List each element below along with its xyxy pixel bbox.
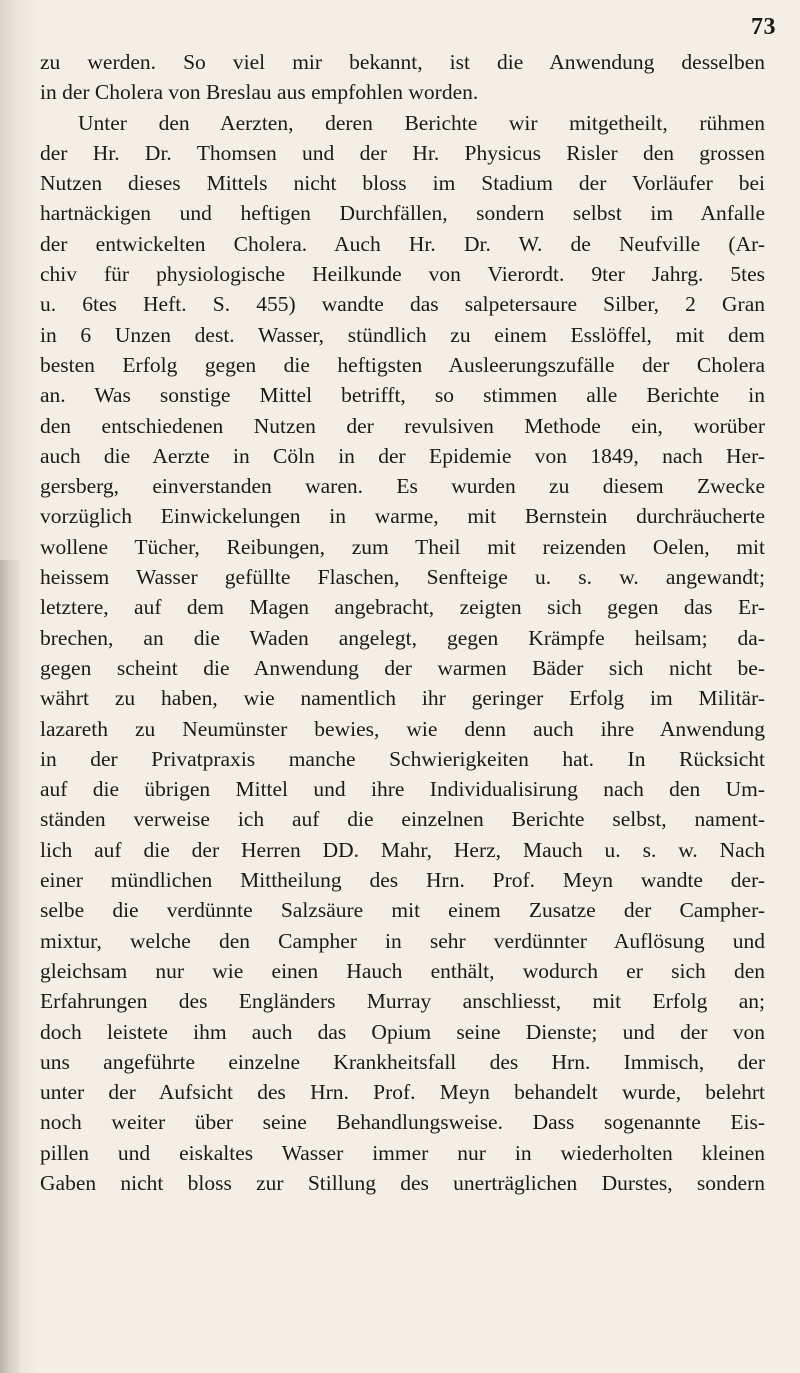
text-line: in der Privatpraxis manche Schwierigkeiten hat. In Rücksicht — [40, 746, 765, 771]
text-line: uns angeführte einzelne Krankheitsfall des Hrn. Immisch, der — [40, 1049, 765, 1074]
text-line: gegen scheint die Anwendung der warmen Bäder sich nicht be- — [40, 655, 765, 680]
text-line: Unter den Aerzten, deren Berichte wir mitgetheilt, rühmen — [78, 110, 765, 135]
text-line: hartnäckigen und heftigen Durchfällen, sondern selbst im Anfalle — [40, 201, 765, 226]
text-line: brechen, an die Waden angelegt, gegen Krämpfe heilsam; da- — [40, 625, 765, 650]
text-line: heissem Wasser gefüllte Flaschen, Senfteige u. s. w. angewandt; — [40, 565, 765, 590]
text-line: mixtur, welche den Campher in sehr verdünnter Auflösung und — [40, 928, 765, 953]
text-line: der Hr. Dr. Thomsen und der Hr. Physicus Risler den grossen — [40, 140, 765, 165]
text-line: doch leistete ihm auch das Opium seine Dienste; und der von — [40, 1019, 765, 1044]
body-text — [40, 47, 765, 1198]
binding-gutter-shadow — [0, 560, 22, 1373]
text-line: wollene Tücher, Reibungen, zum Theil mit reizenden Oelen, mit — [40, 534, 765, 559]
text-line: zu werden. So viel mir bekannt, ist die Anwendung desselben — [40, 50, 765, 74]
text-line: den entschiedenen Nutzen der revulsiven Methode ein, worüber — [40, 413, 765, 438]
text-line: Erfahrungen des Engländers Murray anschliesst, mit Erfolg an; — [40, 989, 765, 1014]
text-line: gersberg, einverstanden waren. Es wurden zu diesem Zwecke — [40, 474, 765, 499]
text-line: gleichsam nur wie einen Hauch enthält, wodurch er sich den — [40, 958, 765, 983]
text-line: auch die Aerzte in Cöln in der Epidemie von 1849, nach Her- — [40, 443, 765, 468]
text-line: noch weiter über seine Behandlungsweise. Dass sogenannte Eis- — [40, 1110, 765, 1135]
text-line: an. Was sonstige Mittel betrifft, so stimmen alle Berichte in — [40, 383, 765, 408]
text-line: der entwickelten Cholera. Auch Hr. Dr. W. de Neufville (Ar- — [40, 231, 765, 256]
text-line: einer mündlichen Mittheilung des Hrn. Prof. Meyn wandte der- — [40, 868, 765, 893]
page-number: 73 — [751, 14, 776, 40]
text-line: selbe die verdünnte Salzsäure mit einem Zusatze der Campher- — [40, 898, 765, 923]
text-line: besten Erfolg gegen die heftigsten Ausleerungszufälle der Cholera — [40, 352, 765, 377]
text-line: letztere, auf dem Magen angebracht, zeigten sich gegen das Er- — [40, 595, 765, 620]
text-line: unter der Aufsicht des Hrn. Prof. Meyn behandelt wurde, belehrt — [40, 1080, 765, 1105]
text-line: Nutzen dieses Mittels nicht bloss im Stadium der Vorläufer bei — [40, 171, 765, 196]
text-line: in 6 Unzen dest. Wasser, stündlich zu einem Esslöffel, mit dem — [40, 322, 765, 347]
text-line: chiv für physiologische Heilkunde von Vierordt. 9ter Jahrg. 5tes — [40, 262, 765, 287]
text-line: lich auf die der Herren DD. Mahr, Herz, Mauch u. s. w. Nach — [40, 837, 765, 862]
text-line: Gaben nicht bloss zur Stillung des unerträglichen Durstes, sondern — [40, 1170, 765, 1195]
text-line: u. 6tes Heft. S. 455) wandte das salpetersaure Silber, 2 Gran — [40, 292, 765, 317]
text-line: ständen verweise ich auf die einzelnen Berichte selbst, nament- — [40, 807, 765, 832]
text-line: währt zu haben, wie namentlich ihr geringer Erfolg im Militär- — [40, 686, 765, 711]
text-line: pillen und eiskaltes Wasser immer nur in wiederholten kleinen — [40, 1140, 765, 1165]
text-line: lazareth zu Neumünster bewies, wie denn auch ihre Anwendung — [40, 716, 765, 741]
text-line: in der Cholera von Breslau aus empfohlen worden. — [40, 80, 479, 105]
text-line: vorzüglich Einwickelungen in warme, mit Bernstein durchräucherte — [40, 504, 765, 529]
text-line: auf die übrigen Mittel und ihre Individualisirung nach den Um- — [40, 777, 765, 802]
